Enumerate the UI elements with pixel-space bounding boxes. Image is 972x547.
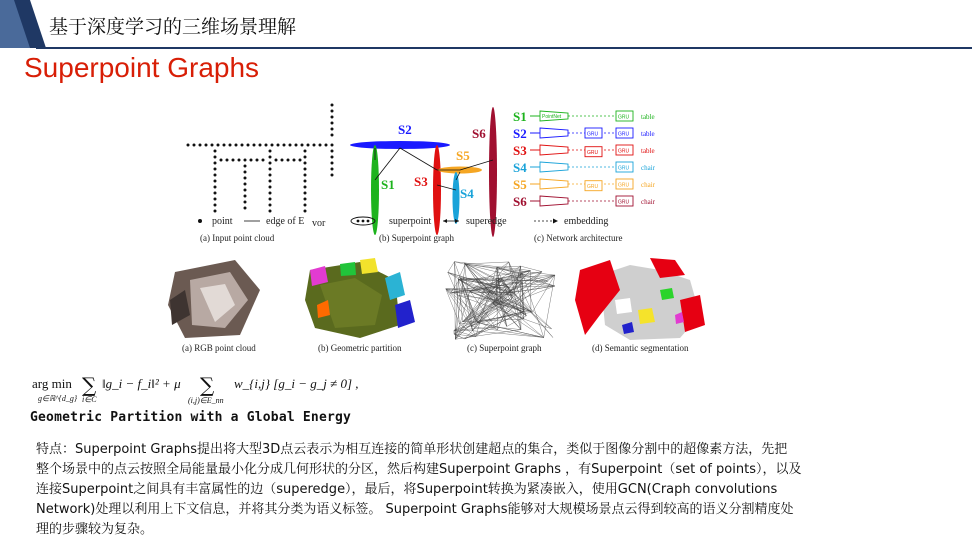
point-dot [275, 159, 278, 162]
point-dot [304, 192, 307, 195]
point-dot [325, 144, 328, 147]
point-dot [259, 144, 262, 147]
point-dot [304, 186, 307, 189]
input-point-cloud [187, 104, 334, 213]
network-output-label: table [641, 113, 655, 121]
network-output-label: chair [641, 181, 655, 189]
description-line-1: 特点：Superpoint Graphs提出将大型3D点云表示为相互连接的简单形状创建超点的集合，类似于图像分割中的超像素方法，先把 [36, 442, 788, 457]
point-dot [331, 156, 334, 159]
point-dot [304, 180, 307, 183]
superpoint-figure [160, 100, 720, 360]
label-s6: S6 [472, 126, 486, 141]
output-gru-label: GRU [618, 114, 630, 121]
point-dot [262, 159, 265, 162]
point-dot [277, 144, 280, 147]
point-dot [244, 183, 247, 186]
pointnet-block [540, 145, 568, 155]
point-dot [283, 144, 286, 147]
point-dot [269, 198, 272, 201]
point-dot [214, 198, 217, 201]
semantic-segmentation-image [575, 258, 705, 340]
graph-edge-line [455, 301, 496, 340]
point-dot [253, 144, 256, 147]
header-rule [36, 47, 972, 49]
graph-edge-line [497, 266, 521, 267]
superpoint-s2 [350, 141, 450, 149]
point-dot [269, 192, 272, 195]
caption-superpoint-graph: (b) Superpoint graph [379, 233, 454, 243]
point-dot [244, 177, 247, 180]
description-line-3: 连接Superpoint之间具有丰富属性的边（superedge），最后，将Superpoint转换为紧凑嵌入，使用GCN(Craph convolutions [36, 482, 778, 497]
point-dot [331, 150, 334, 153]
graph-edge-line [531, 311, 553, 337]
point-dot [250, 159, 253, 162]
pointnet-block [540, 162, 568, 172]
point-dot [256, 159, 259, 162]
network-row-label: S2 [513, 126, 527, 141]
legend-embedding: embedding [564, 216, 609, 227]
point-dot [214, 156, 217, 159]
point-dot [269, 156, 272, 159]
caption-input-point-cloud: (a) Input point cloud [200, 233, 275, 243]
point-dot [244, 165, 247, 168]
point-dot [244, 159, 247, 162]
output-gru-label: GRU [618, 148, 630, 155]
point-dot [293, 159, 296, 162]
slide-title: Superpoint Graphs [24, 52, 260, 83]
legend-superedge: superedge [466, 216, 507, 227]
point-dot [304, 198, 307, 201]
middle-gru-label: GRU [587, 150, 599, 157]
point-dot [331, 134, 334, 137]
caption-network-architecture: (c) Network architecture [534, 233, 623, 243]
point-dot [214, 174, 217, 177]
description-line-4: Network)处理以利用上下文信息，并将其分类为语义标签。 Superpoint Graphs能够对大规模场景点云得到较高的语义分割精度处 [36, 502, 794, 517]
point-dot [220, 159, 223, 162]
point-dot [193, 144, 196, 147]
point-dot [238, 159, 241, 162]
pointnet-block [540, 128, 568, 138]
point-dot [269, 210, 272, 213]
point-dot [331, 168, 334, 171]
point-dot [214, 192, 217, 195]
point-dot [331, 162, 334, 165]
network-row-label: S3 [513, 143, 527, 158]
point-dot [295, 144, 298, 147]
graph-edge-line [472, 331, 543, 338]
legend-point: point [212, 216, 233, 227]
description-text [36, 440, 906, 540]
point-dot [223, 144, 226, 147]
point-dot [304, 174, 307, 177]
legend-edge: edge of E [266, 216, 305, 227]
network-output-label: table [641, 130, 655, 138]
point-dot [214, 150, 217, 153]
slide-header [0, 0, 972, 50]
label-s5: S5 [456, 148, 470, 163]
formula-subtitle: Geometric Partition with a Global Energy [30, 410, 352, 425]
point-dot [244, 207, 247, 210]
middle-gru-label: GRU [587, 131, 599, 138]
point-dot [265, 144, 268, 147]
graph-edge-line [464, 263, 501, 305]
legend-edge-sub: vor [312, 218, 326, 229]
point-dot [269, 168, 272, 171]
graph-edge-line [463, 319, 524, 322]
description-line-5: 理的步骤较为复杂。 [36, 522, 154, 537]
point-dot [187, 144, 190, 147]
network-architecture [513, 109, 656, 209]
geometric-partition-image [305, 258, 415, 338]
point-dot [214, 168, 217, 171]
graph-edge-line [448, 262, 455, 273]
formula-sum2: ∑ [200, 373, 215, 397]
caption-rgb-point-cloud: (a) RGB point cloud [182, 343, 256, 353]
caption-geometric-partition: (b) Geometric partition [318, 343, 402, 353]
superpoint-s3 [433, 145, 441, 235]
point-dot [244, 171, 247, 174]
output-gru-label: GRU [618, 165, 630, 172]
legend-superpoint: superpoint [389, 216, 432, 227]
point-dot [304, 156, 307, 159]
point-dot [244, 189, 247, 192]
label-s2: S2 [398, 122, 412, 137]
point-dot [235, 144, 238, 147]
figure-legend [198, 216, 608, 229]
point-dot [214, 204, 217, 207]
formula-sum2-sub: (i,j)∈E_nn [188, 396, 224, 405]
pointnet-block [540, 196, 568, 206]
point-dot [331, 122, 334, 125]
point-dot [199, 144, 202, 147]
output-gru-label: GRU [618, 182, 630, 189]
formula-term2: w_{i,j} [g_i − g_j ≠ 0] , [234, 376, 359, 391]
graph-edge-line [521, 266, 542, 272]
superpoint-graph-image [446, 262, 555, 340]
point-dot [211, 144, 214, 147]
point-dot [319, 144, 322, 147]
pointnet-block [540, 179, 568, 189]
header-title: 基于深度学习的三维场景理解 [49, 16, 297, 38]
point-dot [205, 144, 208, 147]
formula-argmin-sub: g∈ℝ^{d_g} [38, 394, 78, 403]
output-gru-label: GRU [618, 131, 630, 138]
formula-term1: ‖g_i − f_i‖² + μ [102, 376, 181, 391]
point-dot [269, 162, 272, 165]
point-dot [304, 150, 307, 153]
point-dot [232, 159, 235, 162]
label-s3: S3 [414, 174, 428, 189]
point-dot [244, 201, 247, 204]
label-s1: S1 [381, 177, 395, 192]
pointnet-label: PointNet [542, 114, 562, 120]
point-dot [331, 110, 334, 113]
middle-gru-label: GRU [587, 184, 599, 191]
point-dot [214, 186, 217, 189]
point-dot [313, 144, 316, 147]
point-dot [214, 162, 217, 165]
point-dot [269, 174, 272, 177]
graph-edge-line [450, 278, 460, 293]
energy-formula [30, 372, 370, 408]
point-dot [244, 195, 247, 198]
point-dot [331, 104, 334, 107]
point-dot [304, 168, 307, 171]
graph-edge-line [465, 327, 496, 339]
formula-sum1: ∑ [82, 373, 97, 397]
point-dot [229, 144, 232, 147]
point-dot [269, 204, 272, 207]
point-dot [331, 116, 334, 119]
formula-argmin: arg min [32, 376, 72, 391]
network-row-label: S4 [513, 160, 527, 175]
caption-semantic-segmentation: (d) Semantic segmentation [592, 343, 689, 353]
formula-svg [30, 372, 370, 408]
network-row-label: S6 [513, 194, 527, 209]
graph-edge-line [454, 262, 455, 340]
point-dot [331, 174, 334, 177]
graph-edge-line [509, 299, 531, 311]
point-dot [289, 144, 292, 147]
point-dot [226, 159, 229, 162]
point-dot [271, 144, 274, 147]
point-dot [281, 159, 284, 162]
point-dot [304, 204, 307, 207]
point-dot [299, 159, 302, 162]
rgb-point-cloud-image [168, 260, 260, 338]
output-gru-label: GRU [618, 199, 630, 206]
point-dot [331, 144, 334, 147]
point-dot [214, 210, 217, 213]
point-dot [331, 128, 334, 131]
caption-superpoint-graph-bottom: (c) Superpoint graph [467, 343, 542, 353]
figure-svg [160, 100, 720, 360]
point-dot [304, 162, 307, 165]
network-output-label: chair [641, 198, 655, 206]
point-dot [304, 210, 307, 213]
point-dot [301, 144, 304, 147]
description-line-2: 整个场景中的点云按照全局能量最小化分成几何形状的分区，然后构建Superpoint Graphs ，有Superpoint（set of points），以及 [36, 462, 802, 477]
network-output-label: table [641, 147, 655, 155]
point-dot [241, 144, 244, 147]
point-dot [247, 144, 250, 147]
point-dot [269, 150, 272, 153]
network-row-label: S1 [513, 109, 527, 124]
point-dot [217, 144, 220, 147]
point-dot [269, 186, 272, 189]
network-row-label: S5 [513, 177, 527, 192]
legend-point-icon [198, 219, 202, 223]
point-dot [214, 180, 217, 183]
label-s4: S4 [460, 186, 474, 201]
point-dot [307, 144, 310, 147]
point-dot [269, 180, 272, 183]
formula-sum1-sub: i∈C [82, 395, 97, 404]
point-dot [287, 159, 290, 162]
network-output-label: chair [641, 164, 655, 172]
